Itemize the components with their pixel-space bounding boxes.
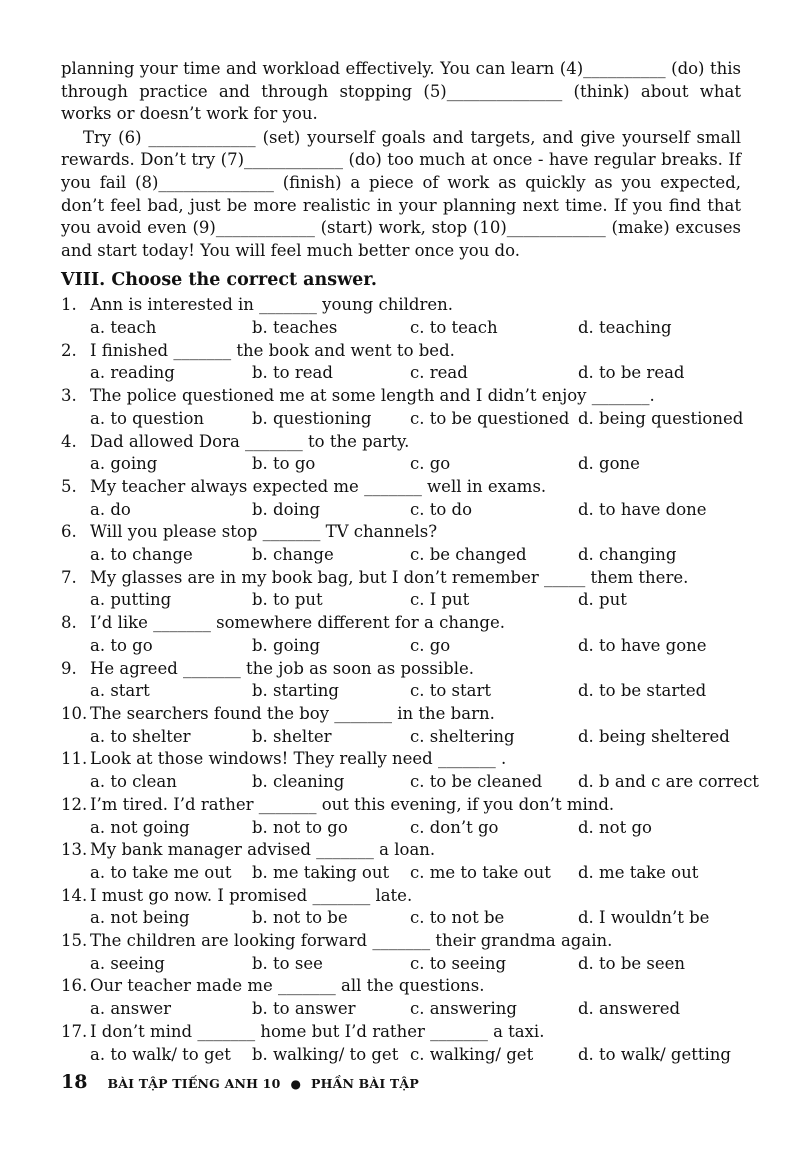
paragraph-continued: planning your time and workload effectively. You can learn (4)__________ (do) this through practice and through stopping (5)______________ (think) about what works or doesn’t work for you. xyxy=(61,59,741,124)
option-b: b. me taking out xyxy=(252,862,390,882)
option-c: c. be changed xyxy=(410,545,527,565)
option-a: a. teach xyxy=(90,318,157,338)
question-text: Dad allowed Dora _______ to the party. xyxy=(90,431,410,451)
question-row xyxy=(61,476,741,499)
option-c: c. to do xyxy=(410,499,473,519)
question-row xyxy=(61,294,741,317)
question-row xyxy=(61,703,741,726)
option-b: b. cleaning xyxy=(252,772,345,792)
question-number: 16. xyxy=(61,976,88,996)
option-c: c. sheltering xyxy=(410,726,515,746)
option-b: b. change xyxy=(252,545,334,565)
question-number: 15. xyxy=(61,931,88,951)
question-row xyxy=(61,658,741,681)
option-b: b. questioning xyxy=(252,408,372,428)
answer-options xyxy=(61,589,741,612)
question-number: 9. xyxy=(61,658,77,678)
option-a: a. reading xyxy=(90,363,175,383)
question-number: 10. xyxy=(61,704,88,723)
option-c: c. read xyxy=(410,363,468,383)
option-a: a. to change xyxy=(90,545,193,565)
answer-options xyxy=(61,680,741,703)
option-c: c. to not be xyxy=(410,908,505,928)
question-text: The searchers found the boy _______ in the barn. xyxy=(90,704,495,723)
question-item xyxy=(61,885,741,930)
question-item xyxy=(61,1021,741,1066)
question-row xyxy=(61,431,741,454)
option-a: a. to walk/ to get xyxy=(90,1044,231,1064)
option-d: d. to be seen xyxy=(578,953,686,973)
question-text: Ann is interested in _______ young children. xyxy=(90,295,453,315)
option-d: d. answered xyxy=(578,999,681,1019)
question-item xyxy=(61,748,759,793)
option-b: b. doing xyxy=(252,499,321,519)
option-d: d. not go xyxy=(578,817,652,837)
question-row xyxy=(61,930,741,953)
option-b: b. to go xyxy=(252,454,316,474)
question-item xyxy=(61,294,741,339)
question-number: 3. xyxy=(61,386,77,406)
book-title: BÀI TẬP TIẾNG ANH 10 xyxy=(107,1076,281,1091)
page-content xyxy=(61,58,759,1066)
question-text: My bank manager advised _______ a loan. xyxy=(90,840,436,860)
answer-options xyxy=(61,499,741,522)
question-item xyxy=(61,431,741,476)
answer-options xyxy=(61,635,741,658)
answer-options xyxy=(61,544,741,567)
option-c: c. to teach xyxy=(410,318,498,338)
option-c: c. I put xyxy=(410,590,470,610)
option-a: a. start xyxy=(90,681,150,701)
question-item xyxy=(61,340,741,385)
question-item xyxy=(61,521,741,566)
question-item xyxy=(61,975,741,1020)
option-d: d. to walk/ getting xyxy=(578,1044,731,1064)
option-c: c. to start xyxy=(410,681,491,701)
option-d: d. to have done xyxy=(578,499,707,519)
question-number: 14. xyxy=(61,885,88,905)
option-d: d. teaching xyxy=(578,318,672,338)
question-item xyxy=(61,839,741,884)
option-d: d. me take out xyxy=(578,862,699,882)
question-item xyxy=(61,476,741,521)
option-a: a. putting xyxy=(90,590,172,610)
answer-options xyxy=(61,317,741,340)
question-item xyxy=(61,385,744,430)
option-c: c. me to take out xyxy=(410,862,551,882)
option-d: d. to have gone xyxy=(578,635,707,655)
option-b: b. to read xyxy=(252,363,333,383)
answer-options xyxy=(61,1044,741,1067)
question-row xyxy=(61,612,741,635)
question-item xyxy=(61,567,741,612)
option-c: c. to seeing xyxy=(410,953,507,973)
option-c: c. answering xyxy=(410,999,517,1019)
option-d: d. changing xyxy=(578,545,677,565)
question-text: I must go now. I promised _______ late. xyxy=(90,885,413,905)
question-item xyxy=(61,658,741,703)
option-c: c. to be cleaned xyxy=(410,772,543,792)
question-number: 7. xyxy=(61,567,77,587)
question-text: Will you please stop _______ TV channels? xyxy=(90,522,438,542)
option-d: d. I wouldn’t be xyxy=(578,908,710,928)
answer-options xyxy=(61,953,741,976)
page-footer xyxy=(61,1071,419,1093)
option-b: b. walking/ to get xyxy=(252,1044,399,1064)
question-row xyxy=(61,340,741,363)
option-a: a. to shelter xyxy=(90,726,191,746)
question-number: 4. xyxy=(61,431,77,451)
option-c: c. to be questioned xyxy=(410,408,570,428)
option-a: a. to question xyxy=(90,408,205,428)
option-b: b. teaches xyxy=(252,318,338,338)
section-label: PHẦN BÀI TẬP xyxy=(310,1076,419,1091)
option-c: c. go xyxy=(410,454,451,474)
option-d: d. to be started xyxy=(578,681,707,701)
question-text: I don’t mind _______ home but I’d rather _______ a taxi. xyxy=(90,1021,545,1041)
question-number: 8. xyxy=(61,613,77,633)
option-a: a. to take me out xyxy=(90,862,232,882)
option-a: a. to clean xyxy=(90,772,177,792)
option-b: b. going xyxy=(252,635,321,655)
question-text: The police questioned me at some length and I didn’t enjoy _______. xyxy=(90,386,655,406)
option-b: b. shelter xyxy=(252,726,332,746)
option-b: b. to see xyxy=(252,953,323,973)
paragraph-try: Try (6) _____________ (set) yourself goals and targets, and give yourself small rewards. Don’t try (7)____________ (do) too much at once - have regular breaks. If you fail (8)______________ (finish) a piece of work as quickly as you expected, don’t feel bad, just be more realistic in your planning next time. If you find that you avoid even (9)____________ (start) work, stop (10)____________ (make) excuses and start today! You will feel much better once you do. xyxy=(61,127,741,260)
question-row xyxy=(61,521,741,544)
option-a: a. answer xyxy=(90,999,172,1019)
answer-options xyxy=(61,362,741,385)
option-a: a. to go xyxy=(90,635,153,655)
answer-options xyxy=(61,907,741,930)
option-a: a. not being xyxy=(90,908,190,928)
page-number: 18 xyxy=(61,1071,88,1093)
question-row xyxy=(61,885,741,908)
question-item xyxy=(61,612,741,657)
question-number: 2. xyxy=(61,340,77,360)
question-row xyxy=(61,975,741,998)
answer-options xyxy=(61,771,759,794)
answer-options xyxy=(61,726,741,749)
question-row xyxy=(61,385,741,408)
question-text: Look at those windows! They really need _______ . xyxy=(90,749,507,769)
question-number: 6. xyxy=(61,522,77,542)
option-b: b. starting xyxy=(252,681,339,701)
question-text: He agreed _______ the job as soon as possible. xyxy=(90,658,475,678)
question-number: 5. xyxy=(61,476,77,496)
option-a: a. seeing xyxy=(90,953,165,973)
answer-options xyxy=(61,453,741,476)
question-row xyxy=(61,794,741,817)
option-d: d. gone xyxy=(578,454,640,474)
question-text: My glasses are in my book bag, but I don’t remember _____ them there. xyxy=(90,567,689,587)
question-number: 12. xyxy=(61,794,88,814)
question-number: 1. xyxy=(61,295,77,315)
question-row xyxy=(61,1021,741,1044)
question-number: 17. xyxy=(61,1021,88,1041)
question-text: I’d like _______ somewhere different for a change. xyxy=(90,613,505,633)
option-a: a. do xyxy=(90,499,131,519)
answer-options xyxy=(61,998,741,1021)
option-b: b. not to go xyxy=(252,817,348,837)
option-b: b. not to be xyxy=(252,908,348,928)
question-item xyxy=(61,930,741,975)
answer-options xyxy=(61,408,744,431)
option-d: d. put xyxy=(578,590,627,610)
question-number: 11. xyxy=(61,749,88,769)
option-c: c. walking/ get xyxy=(410,1044,534,1064)
option-b: b. to put xyxy=(252,590,323,610)
question-number: 13. xyxy=(61,840,88,860)
question-text: Our teacher made me _______ all the questions. xyxy=(90,976,485,996)
question-item xyxy=(61,794,741,839)
option-a: a. not going xyxy=(90,817,190,837)
question-row xyxy=(61,567,741,590)
answer-options xyxy=(61,817,741,840)
option-d: d. b and c are correct xyxy=(578,772,759,792)
option-a: a. going xyxy=(90,454,158,474)
option-d: d. to be read xyxy=(578,363,685,383)
option-b: b. to answer xyxy=(252,999,356,1019)
question-list xyxy=(61,294,759,1066)
question-text: My teacher always expected me _______ well in exams. xyxy=(90,476,547,496)
question-row xyxy=(61,748,741,771)
question-text: I finished _______ the book and went to bed. xyxy=(90,340,455,360)
question-text: I’m tired. I’d rather _______ out this evening, if you don’t mind. xyxy=(90,794,615,814)
option-c: c. don’t go xyxy=(410,817,499,837)
section-title: VIII. Choose the correct answer. xyxy=(61,270,377,291)
option-d: d. being sheltered xyxy=(578,726,730,746)
question-item xyxy=(61,703,741,748)
option-d: d. being questioned xyxy=(578,408,744,428)
option-c: c. go xyxy=(410,635,451,655)
question-text: The children are looking forward _______ their grandma again. xyxy=(90,931,613,951)
answer-options xyxy=(61,862,741,885)
bullet-icon: ● xyxy=(290,1077,301,1091)
question-row xyxy=(61,839,741,862)
